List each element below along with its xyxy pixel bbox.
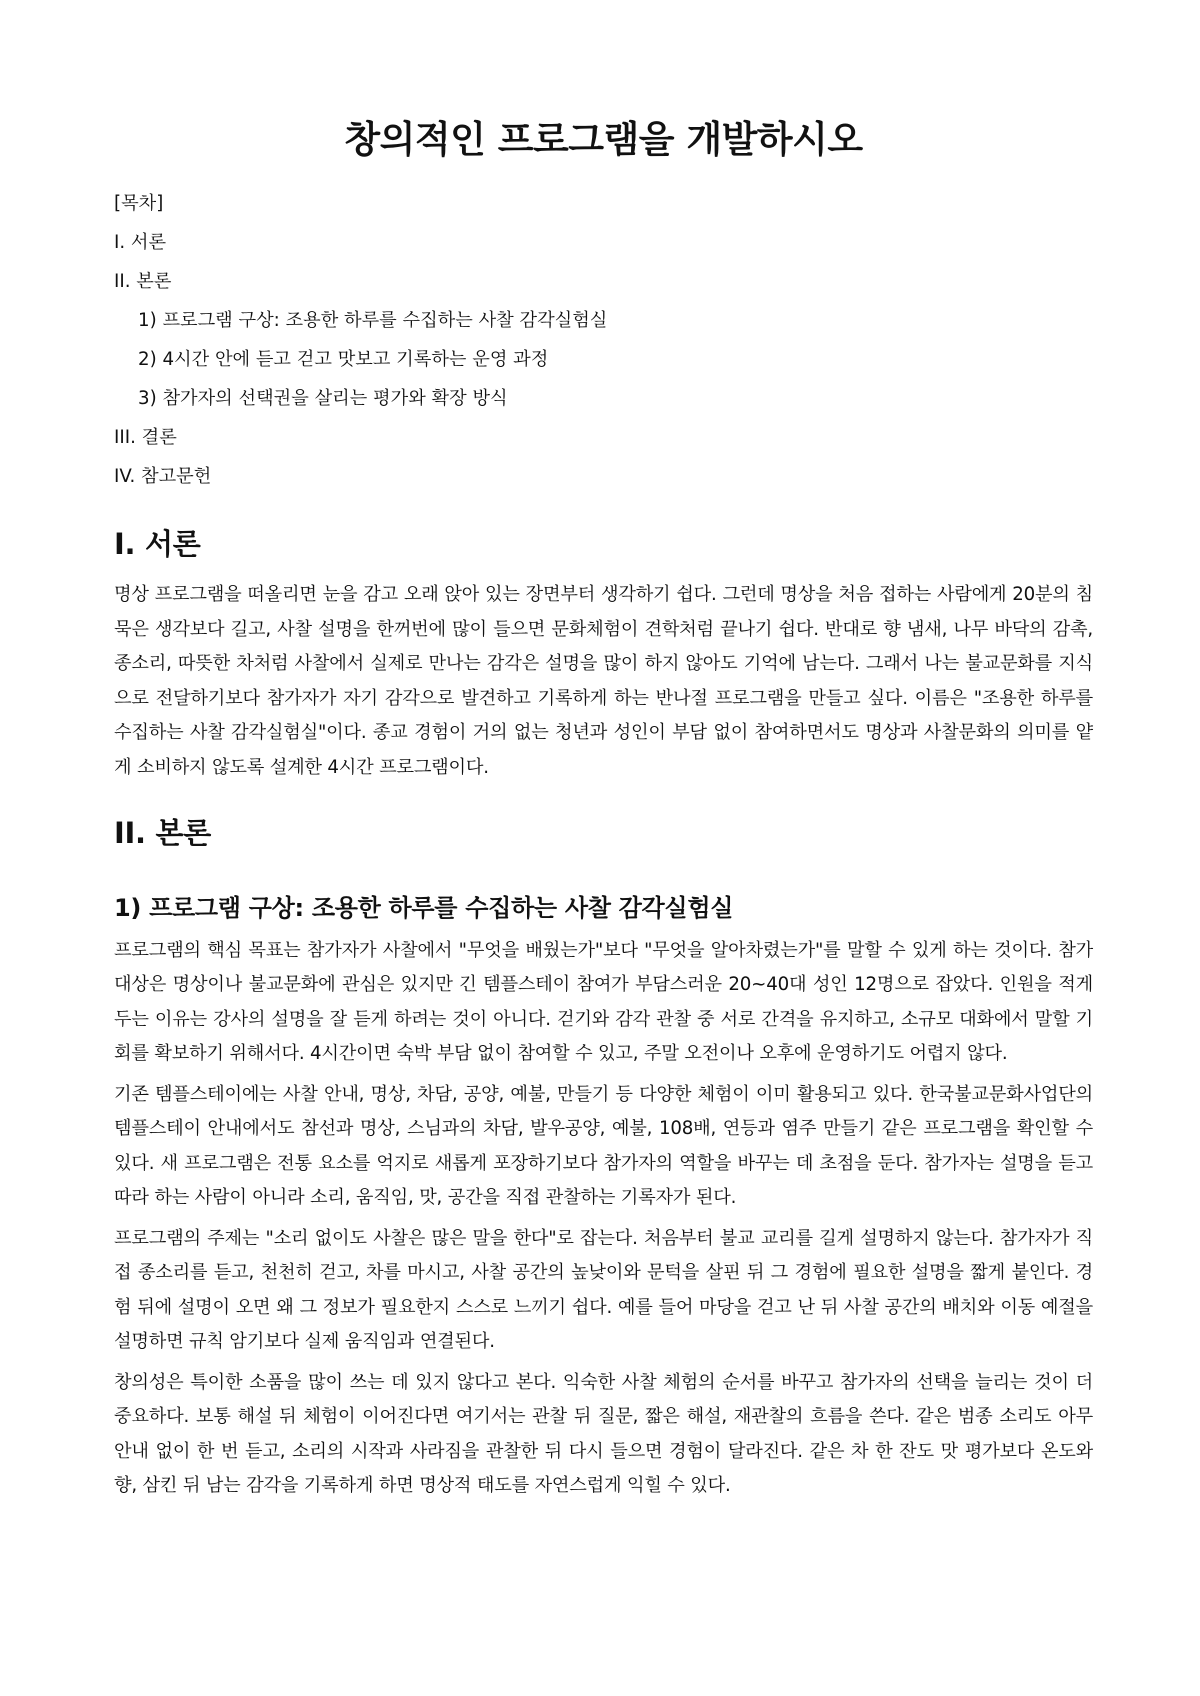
section-heading-body: II. 본론 (114, 816, 211, 851)
intro-paragraph: 명상 프로그램을 떠올리면 눈을 감고 오래 앉아 있는 장면부터 생각하기 쉽다. 그런데 명상을 처음 접하는 사람에게 20분의 침묵은 생각보다 길고, 사찰 설명을 한꺼번에 많이 들으면 문화체험이 견학처럼 끝나기 쉽다. 반대로 향 냄새, 나무 바닥의 감촉, 종소리, 따뜻한 차처럼 사찰에서 실제로 만나는 감각은 설명을 많이 하지 않아도 기억에 남는다. 그래서 나는 불교문화를 지식으로 전달하기보다 참가자가 자기 감각으로 발견하고 기록하게 하는 반나절 프로그램을 만들고 싶다. 이름은 "조용한 하루를 수집하는 사찰 감각실험실"이다. 종교 경험이 거의 없는 청년과 성인이 부담 없이 참여하면서도 명상과 사찰문화의 의미를 얕게 소비하지 않도록 설계한 4시간 프로그램이다. (114, 584, 1093, 778)
body-paragraph: 기존 템플스테이에는 사찰 안내, 명상, 차담, 공양, 예불, 만들기 등 다양한 체험이 이미 활용되고 있다. 한국불교문화사업단의 템플스테이 안내에서도 참선과 명상, 스님과의 차담, 발우공양, 예불, 108배, 연등과 염주 만들기 같은 프로그램을 확인할 수 있다. 새 프로그램은 전통 요소를 억지로 새롭게 포장하기보다 참가자의 역할을 바꾸는 데 초점을 둔다. 참가자는 설명을 듣고 따라 하는 사람이 아니라 소리, 움직임, 맛, 공간을 직접 관찰하는 기록자가 된다. (114, 1083, 1093, 1209)
toc-item-conclusion: III. 결론 (114, 427, 177, 449)
toc-item-body-2: 2) 4시간 안에 듣고 걷고 맛보고 기록하는 운영 과정 (138, 349, 549, 371)
toc-item-body-3: 3) 참가자의 선택권을 살리는 평가와 확장 방식 (138, 388, 508, 410)
body-paragraph: 창의성은 특이한 소품을 많이 쓰는 데 있지 않다고 본다. 익숙한 사찰 체험의 순서를 바꾸고 참가자의 선택을 늘리는 것이 더 중요하다. 보통 해설 뒤 체험이 이어진다면 여기서는 관찰 뒤 질문, 짧은 해설, 재관찰의 흐름을 쓴다. 같은 범종 소리도 아무 안내 없이 한 번 듣고, 소리의 시작과 사라짐을 관찰한 뒤 다시 들으면 경험이 달라진다. 같은 차 한 잔도 맛 평가보다 온도와 향, 삼킨 뒤 남는 감각을 기록하게 하면 명상적 태도를 자연스럽게 익힐 수 있다. (114, 1371, 1093, 1497)
subsection-heading-1: 1) 프로그램 구상: 조용한 하루를 수집하는 사찰 감각실험실 (114, 893, 734, 922)
toc-item-references: IV. 참고문헌 (114, 466, 212, 488)
body-paragraph: 프로그램의 핵심 목표는 참가자가 사찰에서 "무엇을 배웠는가"보다 "무엇을 알아차렸는가"를 말할 수 있게 하는 것이다. 참가 대상은 명상이나 불교문화에 관심은 있지만 긴 템플스테이 참여가 부담스러운 20~40대 성인 12명으로 잡았다. 인원을 적게 두는 이유는 강사의 설명을 잘 듣게 하려는 것이 아니다. 걷기와 감각 관찰 중 서로 간격을 유지하고, 소규모 대화에서 말할 기회를 확보하기 위해서다. 4시간이면 숙박 부담 없이 참여할 수 있고, 주말 오전이나 오후에 운영하기도 어렵지 않다. (114, 939, 1093, 1065)
toc-item-body: II. 본론 (114, 271, 172, 293)
table-of-contents (114, 184, 1093, 496)
toc-item-intro: I. 서론 (114, 232, 167, 254)
body-paragraph: 프로그램의 주제는 "소리 없이도 사찰은 많은 말을 한다"로 잡는다. 처음부터 불교 교리를 길게 설명하지 않는다. 참가자가 직접 종소리를 듣고, 천천히 걷고, 차를 마시고, 사찰 공간의 높낮이와 문턱을 살핀 뒤 그 경험에 필요한 설명을 짧게 붙인다. 경험 뒤에 설명이 오면 왜 그 정보가 필요한지 스스로 느끼기 쉽다. 예를 들어 마당을 걷고 난 뒤 사찰 공간의 배치와 이동 예절을 설명하면 규칙 암기보다 실제 움직임과 연결된다. (114, 1227, 1093, 1353)
section-heading-intro: I. 서론 (114, 527, 201, 562)
document-title: 창의적인 프로그램을 개발하시오 (344, 118, 863, 161)
toc-item-body-1: 1) 프로그램 구상: 조용한 하루를 수집하는 사찰 감각실험실 (138, 310, 608, 332)
toc-heading: [목차] (114, 193, 164, 215)
